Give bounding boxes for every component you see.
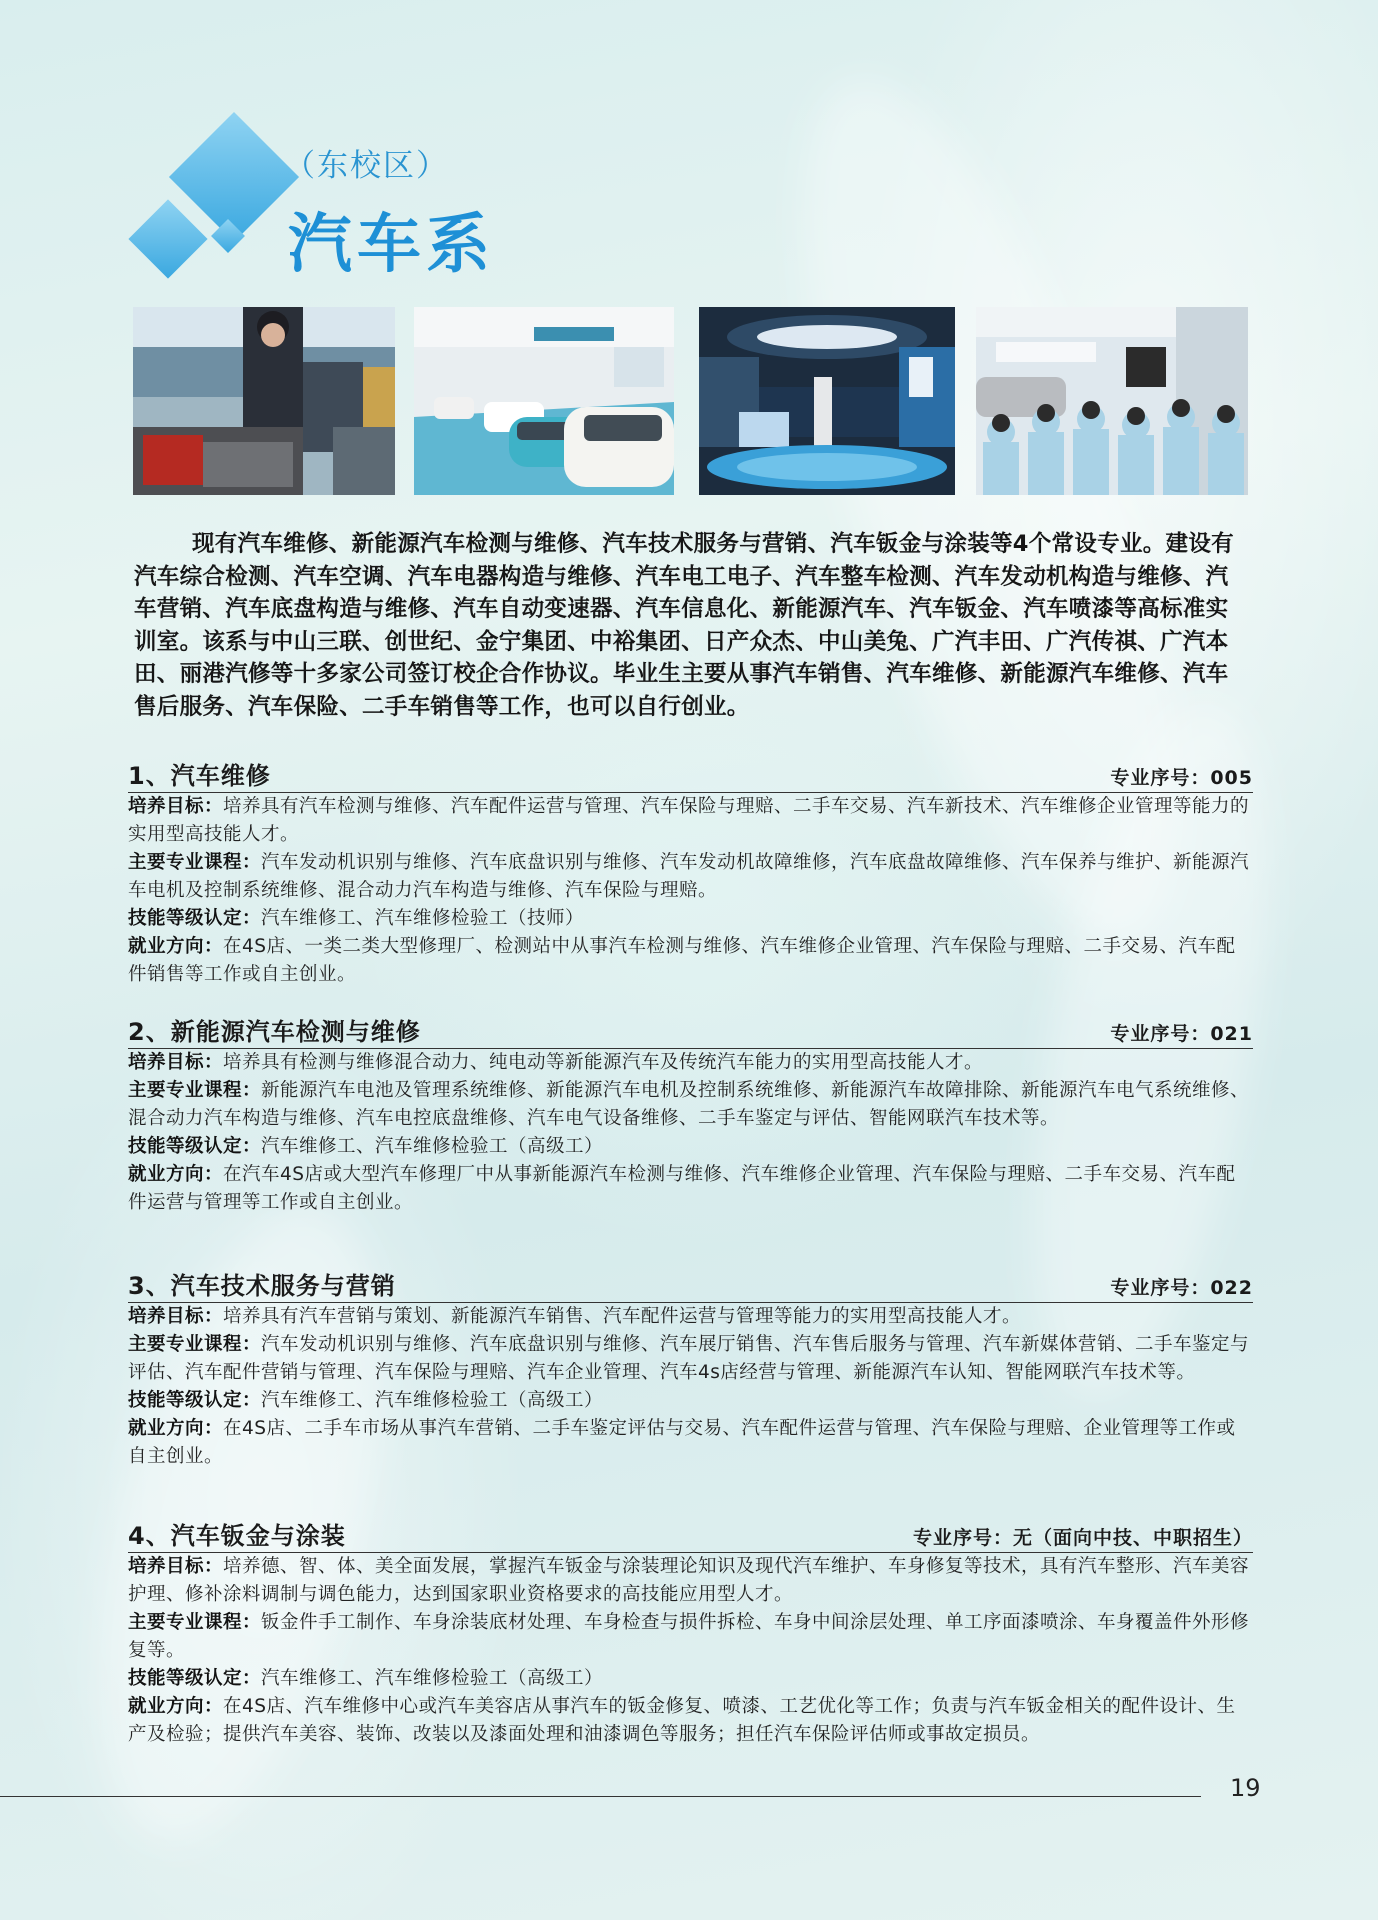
major-code: 专业序号：005 bbox=[1110, 767, 1253, 789]
main-courses bbox=[128, 1609, 1253, 1665]
main-courses bbox=[128, 1331, 1253, 1387]
major-name: 4、汽车钣金与涂装 bbox=[128, 1522, 346, 1550]
training-goal-text: 培养德、智、体、美全面发展，掌握汽车钣金与涂装理论知识及现代汽车维护、车身修复等技术，具有汽车整形、汽车美容护理、修补涂料调制与调色能力，达到国家职业资格要求的高技能应用型人才。 bbox=[128, 1556, 1250, 1605]
skill-certification bbox=[128, 1133, 1253, 1161]
main-courses-text: 钣金件手工制作、车身涂装底材处理、车身检查与损件拆检、车身中间涂层处理、单工序面漆喷涂、车身覆盖件外形修复等。 bbox=[128, 1612, 1250, 1661]
main-courses-label: 主要专业课程： bbox=[128, 852, 262, 873]
career-direction-text: 在4S店、二手车市场从事汽车营销、二手车鉴定评估与交易、汽车配件运营与管理、汽车保险与理赔、企业管理等工作或自主创业。 bbox=[128, 1418, 1236, 1467]
main-courses bbox=[128, 849, 1253, 905]
skill-certification-text: 汽车维修工、汽车维修检验工（高级工） bbox=[261, 1668, 604, 1689]
major-section bbox=[128, 1018, 1253, 1217]
major-header bbox=[128, 1018, 1253, 1049]
major-name: 2、新能源汽车检测与维修 bbox=[128, 1018, 421, 1046]
major-code: 专业序号：021 bbox=[1110, 1023, 1253, 1045]
training-goal-text: 培养具有汽车营销与策划、新能源汽车销售、汽车配件运营与管理等能力的实用型高技能人才。 bbox=[223, 1306, 1022, 1327]
page-number: 19 bbox=[1230, 1774, 1261, 1802]
major-code: 专业序号：022 bbox=[1110, 1277, 1253, 1299]
training-goal-label: 培养目标： bbox=[128, 1306, 224, 1327]
training-goal bbox=[128, 1049, 1253, 1077]
career-direction bbox=[128, 1693, 1253, 1749]
career-direction bbox=[128, 933, 1253, 989]
training-goal-label: 培养目标： bbox=[128, 1556, 224, 1577]
skill-certification bbox=[128, 1665, 1253, 1693]
career-direction bbox=[128, 1161, 1253, 1217]
skill-certification-label: 技能等级认定： bbox=[128, 1390, 262, 1411]
main-courses-label: 主要专业课程： bbox=[128, 1334, 262, 1355]
main-courses-text: 新能源汽车电池及管理系统维修、新能源汽车电机及控制系统维修、新能源汽车故障排除、新能源汽车电气系统维修、混合动力汽车构造与维修、汽车电控底盘维修、汽车电气设备维修、二手车鉴定与评估、智能网联汽车技术等。 bbox=[128, 1080, 1250, 1129]
main-courses bbox=[128, 1077, 1253, 1133]
skill-certification bbox=[128, 1387, 1253, 1415]
major-name: 3、汽车技术服务与营销 bbox=[128, 1272, 396, 1300]
skill-certification bbox=[128, 905, 1253, 933]
major-section bbox=[128, 1272, 1253, 1471]
department-title: 汽车系 bbox=[288, 208, 495, 282]
training-goal-text: 培养具有汽车检测与维修、汽车配件运营与管理、汽车保险与理赔、二手车交易、汽车新技术、汽车维修企业管理等能力的实用型高技能人才。 bbox=[128, 796, 1250, 845]
major-header bbox=[128, 1272, 1253, 1303]
major-header bbox=[128, 762, 1253, 793]
major-name: 1、汽车维修 bbox=[128, 762, 271, 790]
career-direction-label: 就业方向： bbox=[128, 1696, 224, 1717]
training-goal-label: 培养目标： bbox=[128, 1052, 224, 1073]
main-courses-label: 主要专业课程： bbox=[128, 1612, 262, 1633]
training-goal bbox=[128, 1553, 1253, 1609]
department-intro: 现有汽车维修、新能源汽车检测与维修、汽车技术服务与营销、汽车钣金与涂装等4个常设专业。建设有汽车综合检测、汽车空调、汽车电器构造与维修、汽车电工电子、汽车整车检测、汽车发动机构造与维修、汽车营销、汽车底盘构造与维修、汽车自动变速器、汽车信息化、新能源汽车、汽车钣金、汽车喷漆等高标准实训室。该系与中山三联、创世纪、金宁集团、中裕集团、日产众杰、中山美兔、广汽丰田、广汽传祺、广汽本田、丽港汽修等十多家公司签订校企合作协议。毕业生主要从事汽车销售、汽车维修、新能源汽车维修、汽车售后服务、汽车保险、二手车销售等工作，也可以自行创业。 bbox=[134, 531, 1234, 720]
training-goal-text: 培养具有检测与维修混合动力、纯电动等新能源汽车及传统汽车能力的实用型高技能人才。 bbox=[223, 1052, 984, 1073]
career-direction-text: 在4S店、一类二类大型修理厂、检测站中从事汽车检测与维修、汽车维修企业管理、汽车保险与理赔、二手交易、汽车配件销售等工作或自主创业。 bbox=[128, 936, 1236, 985]
skill-certification-text: 汽车维修工、汽车维修检验工（技师） bbox=[261, 908, 585, 929]
skill-certification-text: 汽车维修工、汽车维修检验工（高级工） bbox=[261, 1390, 604, 1411]
major-section bbox=[128, 1522, 1253, 1749]
skill-certification-text: 汽车维修工、汽车维修检验工（高级工） bbox=[261, 1136, 604, 1157]
skill-certification-label: 技能等级认定： bbox=[128, 908, 262, 929]
exhibition-hall-photo bbox=[699, 307, 955, 495]
major-header bbox=[128, 1522, 1253, 1553]
engine-training-photo bbox=[133, 307, 395, 495]
skill-certification-label: 技能等级认定： bbox=[128, 1668, 262, 1689]
main-courses-label: 主要专业课程： bbox=[128, 1080, 262, 1101]
major-section bbox=[128, 762, 1253, 989]
classroom-ceremony-photo bbox=[976, 307, 1248, 495]
training-goal bbox=[128, 793, 1253, 849]
training-goal-label: 培养目标： bbox=[128, 796, 224, 817]
career-direction-text: 在4S店、汽车维修中心或汽车美容店从事汽车的钣金修复、喷漆、工艺优化等工作；负责与汽车钣金相关的配件设计、生产及检验；提供汽车美容、装饰、改装以及漆面处理和油漆调色等服务；担任汽车保险评估师或事故定损员。 bbox=[128, 1696, 1236, 1745]
main-courses-text: 汽车发动机识别与维修、汽车底盘识别与维修、汽车发动机故障维修，汽车底盘故障维修、汽车保养与维护、新能源汽车电机及控制系统维修、混合动力汽车构造与维修、汽车保险与理赔。 bbox=[128, 852, 1250, 901]
skill-certification-label: 技能等级认定： bbox=[128, 1136, 262, 1157]
footer-rule bbox=[0, 1796, 1201, 1797]
career-direction bbox=[128, 1415, 1253, 1471]
training-goal bbox=[128, 1303, 1253, 1331]
career-direction-text: 在汽车4S店或大型汽车修理厂中从事新能源汽车检测与维修、汽车维修企业管理、汽车保险与理赔、二手车交易、汽车配件运营与管理等工作或自主创业。 bbox=[128, 1164, 1236, 1213]
logo-diamond-medium bbox=[128, 199, 207, 278]
career-direction-label: 就业方向： bbox=[128, 936, 224, 957]
career-direction-label: 就业方向： bbox=[128, 1164, 224, 1185]
career-direction-label: 就业方向： bbox=[128, 1418, 224, 1439]
ev-showroom-photo bbox=[414, 307, 674, 495]
main-courses-text: 汽车发动机识别与维修、汽车底盘识别与维修、汽车展厅销售、汽车售后服务与管理、汽车新媒体营销、二手车鉴定与评估、汽车配件营销与管理、汽车保险与理赔、汽车企业管理、汽车4s店经营与管理、新能源汽车认知、智能网联汽车技术等。 bbox=[128, 1334, 1250, 1383]
campus-label: （东校区） bbox=[284, 148, 449, 184]
major-code: 专业序号：无（面向中技、中职招生） bbox=[912, 1527, 1253, 1549]
